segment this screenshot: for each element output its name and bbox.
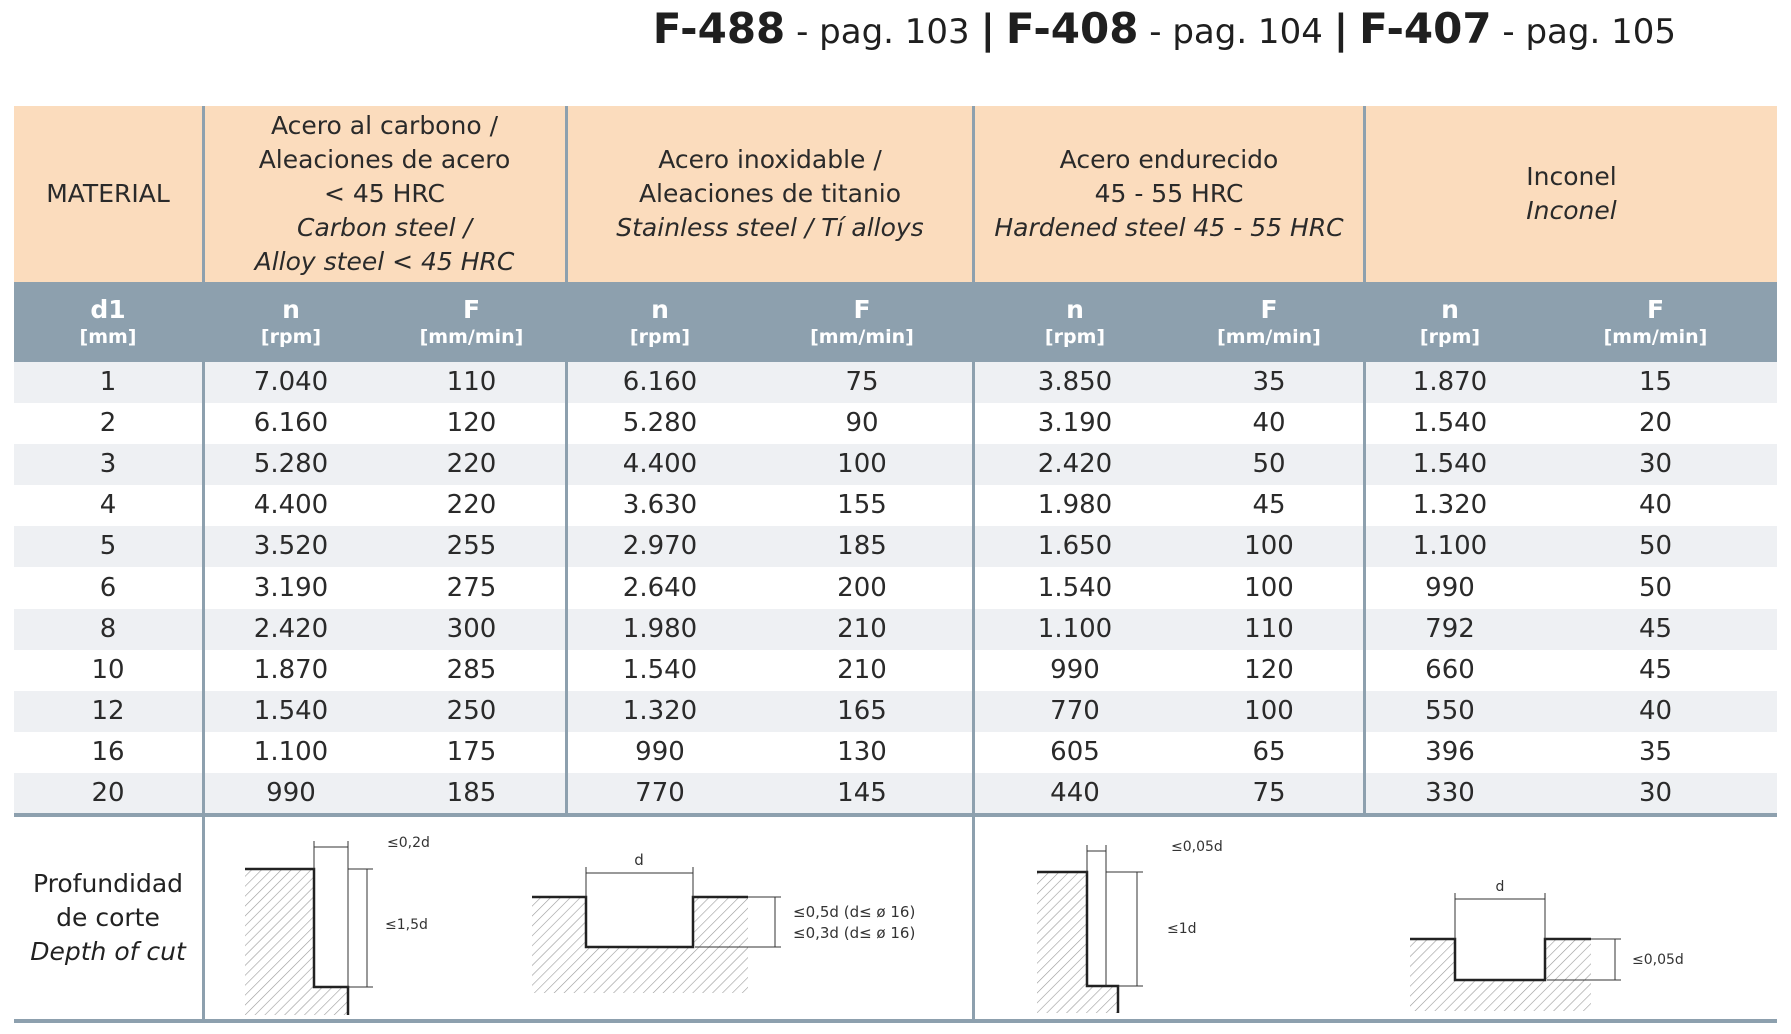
- col-f-carbon: F [mm/min]: [419, 295, 524, 348]
- cell-n-hardened: 2.420: [1037, 449, 1113, 480]
- cell-n-stainless: 1.320: [622, 695, 698, 726]
- cell-d1: 10: [91, 654, 125, 685]
- col-f-inconel: F [mm/min]: [1603, 295, 1708, 348]
- cell-n-carbon: 990: [266, 778, 316, 808]
- finish-slot-diagram: [1410, 879, 1684, 1011]
- col-f-stainless: F [mm/min]: [810, 295, 914, 348]
- divider-hardened: [1363, 106, 1366, 813]
- cell-f-inconel: 35: [1638, 736, 1673, 767]
- cell-n-carbon: 3.190: [253, 572, 329, 603]
- cell-d1: 4: [99, 490, 117, 521]
- cell-d1: 5: [99, 531, 117, 562]
- title-page-2: - pag. 104: [1138, 12, 1323, 52]
- depth-diagram-left: [205, 817, 972, 1019]
- cell-f-inconel: 20: [1638, 408, 1673, 439]
- cell-f-stainless: 145: [837, 778, 887, 808]
- cell-f-hardened: 75: [1252, 778, 1286, 808]
- cell-f-hardened: 120: [1244, 654, 1294, 685]
- side-depth-label: ≤1,5d: [385, 917, 428, 933]
- cell-f-stainless: 155: [837, 490, 887, 521]
- cell-n-carbon: 1.870: [253, 654, 329, 685]
- divider-carbon: [565, 106, 568, 813]
- title-page-3: - pag. 105: [1491, 12, 1676, 52]
- cell-f-stainless: 210: [837, 613, 887, 644]
- cell-n-hardened: 1.100: [1037, 613, 1113, 644]
- page-title: [653, 4, 1676, 53]
- material-inconel: Inconel Inconel: [1526, 162, 1617, 225]
- table-row: [14, 403, 1777, 444]
- cell-f-hardened: 100: [1244, 572, 1294, 603]
- cell-n-stainless: 1.540: [622, 654, 698, 685]
- cell-n-stainless: 6.160: [622, 367, 698, 397]
- finish-side-depth-label: ≤1d: [1167, 921, 1197, 937]
- title-code-3: F-407: [1359, 4, 1492, 53]
- cell-n-carbon: 2.420: [253, 613, 329, 644]
- cell-n-inconel: 990: [1425, 572, 1475, 603]
- depth-diagram-right: [975, 817, 1777, 1019]
- cell-n-inconel: 792: [1425, 613, 1475, 644]
- table-row: [14, 485, 1777, 526]
- cell-f-stainless: 100: [837, 449, 887, 480]
- cell-f-inconel: 40: [1638, 490, 1673, 521]
- cell-n-hardened: 990: [1050, 654, 1100, 685]
- table-row: [14, 609, 1777, 650]
- cell-f-carbon: 250: [446, 695, 497, 726]
- cell-n-inconel: 1.100: [1412, 531, 1488, 562]
- cell-f-stainless: 185: [837, 531, 887, 562]
- finish-slot-depth-label: ≤0,05d: [1632, 952, 1684, 968]
- cell-f-stainless: 165: [837, 695, 887, 726]
- col-n-inconel: n [rpm]: [1419, 295, 1481, 348]
- cell-f-carbon: 220: [446, 490, 497, 521]
- finish-side-diagram: [1037, 839, 1223, 1013]
- col-n-hardened: n [rpm]: [1044, 295, 1106, 348]
- cell-f-stainless: 75: [845, 367, 879, 397]
- cell-f-inconel: 50: [1638, 531, 1673, 562]
- cell-f-stainless: 200: [837, 572, 887, 603]
- cell-f-stainless: 90: [845, 408, 879, 439]
- table-row: [14, 732, 1777, 773]
- cell-n-inconel: 660: [1425, 654, 1475, 685]
- cell-f-hardened: 35: [1252, 367, 1286, 397]
- col-n-carbon: n [rpm]: [260, 295, 322, 348]
- cell-f-hardened: 100: [1244, 531, 1294, 562]
- cell-d1: 20: [91, 778, 125, 808]
- cell-n-stainless: 990: [635, 736, 685, 767]
- cell-n-inconel: 396: [1425, 736, 1475, 767]
- cell-n-stainless: 1.980: [622, 613, 698, 644]
- cell-n-carbon: 3.520: [253, 531, 329, 562]
- cell-d1: 3: [99, 449, 117, 480]
- cell-d1: 8: [99, 613, 117, 644]
- cell-f-carbon: 275: [446, 572, 497, 603]
- slot-depth-label-1: ≤0,5d (d≤ ø 16): [793, 903, 916, 921]
- cell-n-inconel: 1.540: [1412, 449, 1488, 480]
- title-code-2: F-408: [1005, 4, 1139, 53]
- cell-f-carbon: 175: [446, 736, 497, 767]
- cell-f-hardened: 65: [1252, 736, 1286, 767]
- cell-n-hardened: 1.540: [1037, 572, 1113, 603]
- cell-n-inconel: 1.320: [1412, 490, 1488, 521]
- cell-n-hardened: 3.190: [1037, 408, 1113, 439]
- cell-f-inconel: 30: [1638, 449, 1673, 480]
- cell-n-carbon: 4.400: [253, 490, 329, 521]
- cell-n-carbon: 1.100: [253, 736, 329, 767]
- material-stainless-steel: Acero inoxidable / Aleaciones de titanio Stainless steel / Tí alloys: [616, 145, 924, 242]
- title-separator-1: |: [980, 7, 996, 53]
- table-row: [14, 650, 1777, 691]
- cell-f-carbon: 185: [446, 778, 497, 808]
- cell-n-carbon: 5.280: [253, 449, 329, 480]
- cell-n-inconel: 1.540: [1412, 408, 1488, 439]
- table-row: [14, 444, 1777, 485]
- cell-f-inconel: 40: [1638, 695, 1673, 726]
- title-page-1: - pag. 103: [785, 12, 970, 52]
- cell-f-carbon: 255: [446, 531, 497, 562]
- cell-d1: 2: [99, 408, 117, 439]
- cell-n-hardened: 1.980: [1037, 490, 1113, 521]
- cell-n-stainless: 770: [635, 778, 685, 808]
- material-label: MATERIAL: [46, 179, 170, 208]
- col-f-hardened: F [mm/min]: [1217, 295, 1321, 348]
- table-row: [14, 773, 1777, 814]
- cell-f-hardened: 40: [1252, 408, 1286, 439]
- cell-d1: 12: [91, 695, 125, 726]
- cell-n-hardened: 605: [1050, 736, 1100, 767]
- title-code-1: F-488: [652, 4, 786, 53]
- cell-n-carbon: 1.540: [253, 695, 329, 726]
- table-row: [14, 691, 1777, 732]
- cell-n-stainless: 3.630: [622, 490, 698, 521]
- cell-f-hardened: 100: [1244, 695, 1294, 726]
- cell-f-hardened: 110: [1244, 613, 1294, 644]
- side-top-label: ≤0,2d: [387, 835, 430, 851]
- cell-f-inconel: 30: [1638, 778, 1673, 808]
- cell-d1: 16: [91, 736, 125, 767]
- cell-n-stainless: 2.640: [622, 572, 698, 603]
- depth-of-cut-label: Profundidad de corte Depth of cut: [30, 869, 186, 966]
- cell-f-inconel: 45: [1638, 654, 1673, 685]
- cell-n-hardened: 770: [1050, 695, 1100, 726]
- cell-f-hardened: 45: [1252, 490, 1286, 521]
- cell-n-stainless: 4.400: [622, 449, 698, 480]
- cell-n-inconel: 330: [1425, 778, 1475, 808]
- cell-n-hardened: 440: [1050, 778, 1100, 808]
- cell-f-inconel: 15: [1638, 367, 1673, 397]
- cell-n-carbon: 7.040: [253, 367, 329, 397]
- table-row: [14, 526, 1777, 567]
- table-row: [14, 362, 1777, 403]
- cell-f-stainless: 130: [837, 736, 887, 767]
- depth-bottom-divider: [14, 1019, 1777, 1023]
- cell-f-inconel: 45: [1638, 613, 1673, 644]
- table-row: [14, 568, 1777, 609]
- cell-n-hardened: 3.850: [1037, 367, 1113, 397]
- cell-f-carbon: 285: [446, 654, 497, 685]
- cell-d1: 1: [99, 367, 117, 397]
- finish-slot-width-label: d: [1495, 879, 1505, 895]
- cell-n-stainless: 2.970: [622, 531, 698, 562]
- cell-n-hardened: 1.650: [1037, 531, 1113, 562]
- cell-f-carbon: 300: [446, 613, 497, 644]
- cell-n-carbon: 6.160: [253, 408, 329, 439]
- material-hardened-steel: Acero endurecido 45 - 55 HRC Hardened steel 45 - 55 HRC: [994, 145, 1344, 242]
- cell-f-carbon: 120: [446, 408, 497, 439]
- cell-f-carbon: 110: [446, 367, 497, 397]
- col-n-stainless: n [rpm]: [629, 295, 691, 348]
- material-carbon-steel: Acero al carbono / Aleaciones de acero < 45 HRC Carbon steel / Alloy steel < 45 HRC: [254, 111, 515, 276]
- col-d1: d1 [mm]: [79, 295, 137, 348]
- finish-side-top-label: ≤0,05d: [1171, 839, 1223, 855]
- cell-d1: 6: [99, 572, 117, 603]
- cell-f-inconel: 50: [1638, 572, 1673, 603]
- cell-f-stainless: 210: [837, 654, 887, 685]
- cell-n-inconel: 550: [1425, 695, 1475, 726]
- slot-milling-diagram: [532, 851, 915, 993]
- cell-f-carbon: 220: [446, 449, 497, 480]
- cell-f-hardened: 50: [1252, 449, 1286, 480]
- slot-width-label: d: [634, 851, 644, 869]
- slot-depth-label-2: ≤0,3d (d≤ ø 16): [793, 924, 916, 942]
- cell-n-stainless: 5.280: [622, 408, 698, 439]
- side-milling-diagram: [245, 835, 430, 1015]
- cell-n-inconel: 1.870: [1412, 367, 1488, 397]
- title-separator-2: |: [1333, 7, 1349, 53]
